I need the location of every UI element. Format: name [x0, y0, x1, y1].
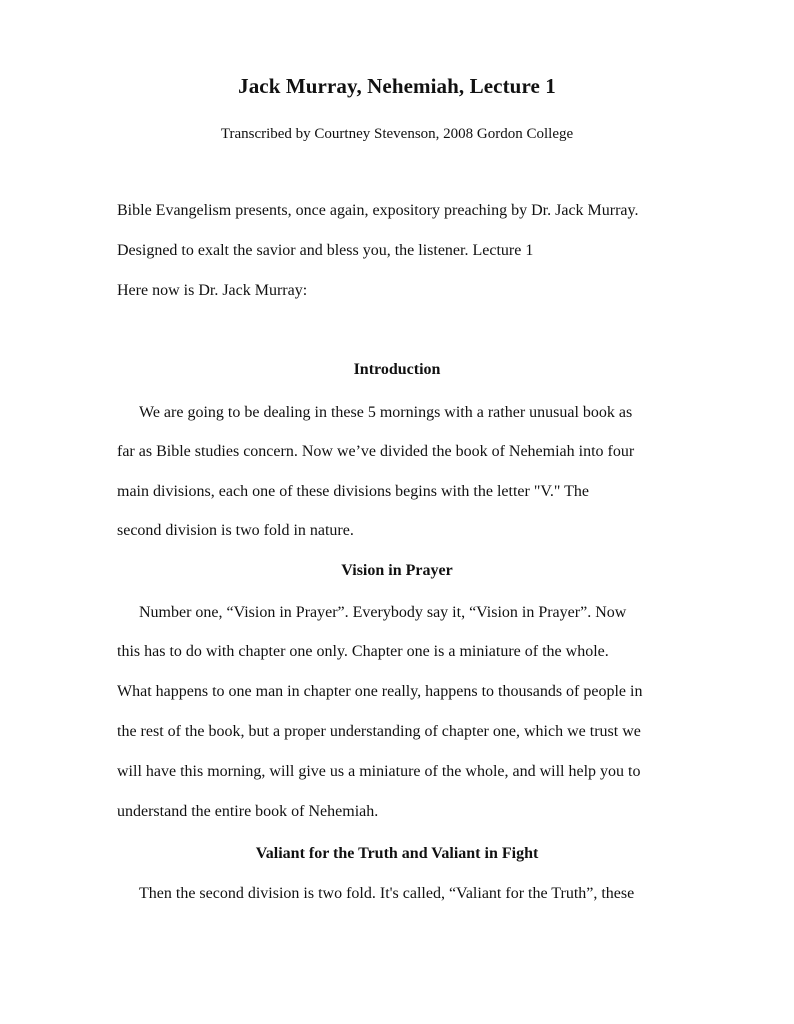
paragraph-line: We are going to be dealing in these 5 mornings with a rather unusual book as: [139, 404, 633, 421]
section-heading-introduction: Introduction: [353, 361, 441, 378]
intro-line: Here now is Dr. Jack Murray:: [117, 282, 308, 299]
paragraph-line: will have this morning, will give us a miniature of the whole, and will help you to: [117, 763, 641, 780]
paragraph-line: What happens to one man in chapter one really, happens to thousands of people in: [117, 683, 643, 700]
paragraph-line: understand the entire book of Nehemiah.: [117, 803, 379, 820]
paragraph-line: second division is two fold in nature.: [117, 522, 354, 539]
document-title: Jack Murray, Nehemiah, Lecture 1: [238, 74, 556, 98]
intro-line: Bible Evangelism presents, once again, expository preaching by Dr. Jack Murray.: [117, 202, 639, 219]
section-heading-valiant: Valiant for the Truth and Valiant in Fight: [255, 845, 539, 862]
intro-line: Designed to exalt the savior and bless you, the listener. Lecture 1: [117, 242, 534, 259]
paragraph-line: this has to do with chapter one only. Chapter one is a miniature of the whole.: [117, 643, 609, 660]
paragraph-line: Number one, “Vision in Prayer”. Everybody say it, “Vision in Prayer”. Now: [139, 604, 627, 621]
paragraph-line: the rest of the book, but a proper understanding of chapter one, which we trust we: [117, 723, 641, 740]
paragraph-line: main divisions, each one of these divisions begins with the letter "V." The: [117, 483, 589, 500]
paragraph-line: Then the second division is two fold. It's called, “Valiant for the Truth”, these: [139, 885, 635, 902]
paragraph-line: far as Bible studies concern. Now we’ve divided the book of Nehemiah into four: [117, 443, 635, 460]
document-subtitle: Transcribed by Courtney Stevenson, 2008 Gordon College: [220, 126, 574, 142]
section-heading-vision-in-prayer: Vision in Prayer: [341, 562, 453, 579]
